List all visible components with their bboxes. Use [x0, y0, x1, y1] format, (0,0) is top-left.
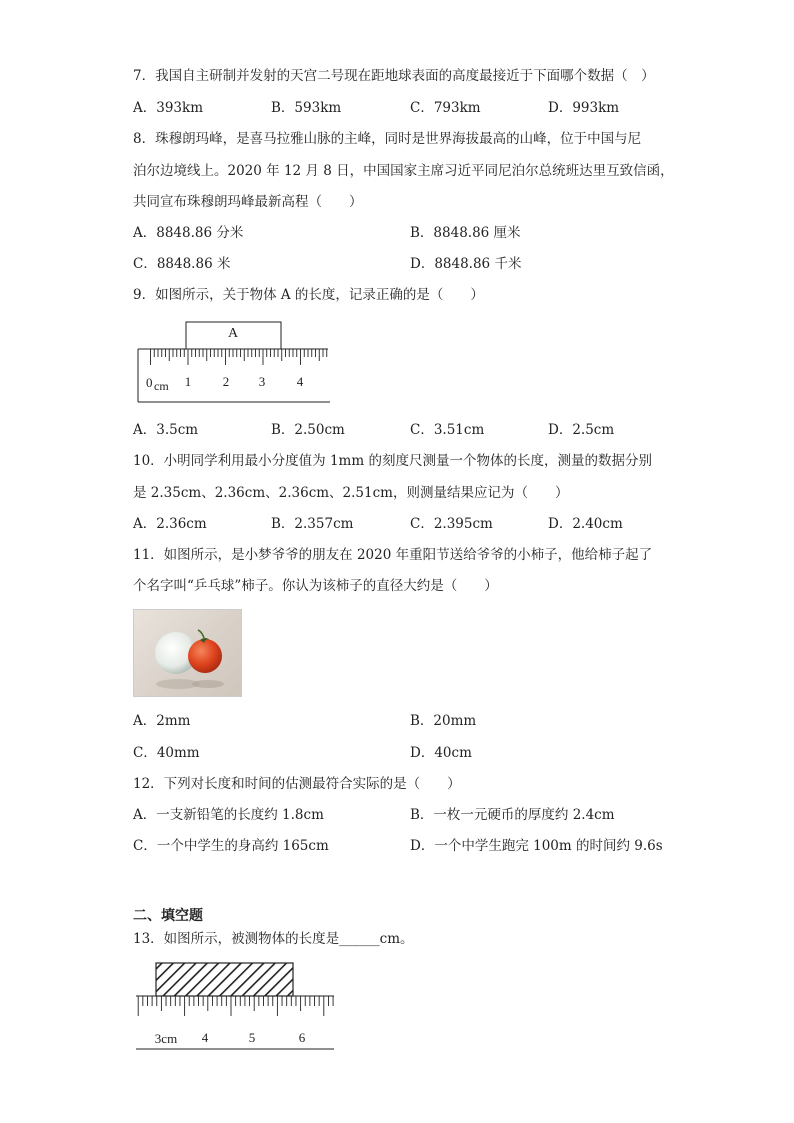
ruler-label-2: 2: [222, 374, 230, 389]
q11-option-b[interactable]: B．20mm: [410, 713, 477, 729]
q12-option-c[interactable]: C．一个中学生的身高约 165cm: [133, 838, 329, 854]
measured-object: [156, 963, 293, 996]
q8-option-a[interactable]: A．8848.86 分米: [133, 225, 244, 241]
q12-option-a[interactable]: A．一支新铅笔的长度约 1.8cm: [133, 807, 324, 823]
q7-option-c[interactable]: C．793km: [410, 100, 481, 116]
q12-option-b[interactable]: B．一枚一元硬币的厚度约 2.4cm: [410, 807, 615, 823]
q11-option-d[interactable]: D．40cm: [410, 745, 472, 761]
q12-stem: 12．下列对长度和时间的估测最符合实际的是（ ）: [133, 776, 461, 792]
q10-option-d[interactable]: D．2.40cm: [548, 516, 623, 532]
persimmon: [188, 639, 222, 673]
q9-ruler-figure: [130, 318, 340, 406]
q11-option-a[interactable]: A．2mm: [133, 713, 191, 729]
ruler-label-4: 4: [296, 374, 304, 389]
ruler-ticks: [138, 996, 333, 1016]
q10-option-c[interactable]: C．2.395cm: [410, 516, 493, 532]
q9-stem: 9．如图所示，关于物体 A 的长度，记录正确的是（ ）: [133, 287, 484, 303]
q9-option-c[interactable]: C．3.51cm: [410, 422, 485, 438]
q9-option-b[interactable]: B．2.50cm: [271, 422, 345, 438]
q12-option-d[interactable]: D．一个中学生跑完 100m 的时间约 9.6s: [410, 838, 663, 854]
q10-option-a[interactable]: A．2.36cm: [133, 516, 207, 532]
ruler-label-0: 0: [146, 375, 153, 390]
q13-stem: 13．如图所示，被测物体的长度是______cm。: [133, 931, 414, 947]
q9-option-d[interactable]: D．2.5cm: [548, 422, 615, 438]
q8-option-b[interactable]: B．8848.86 厘米: [410, 225, 521, 241]
q7-option-b[interactable]: B．593km: [271, 100, 342, 116]
q8-stem-line-3: 共同宣布珠穆朗玛峰最新高程（ ）: [133, 194, 363, 210]
q8-stem-line-2: 泊尔边境线上。2020 年 12 月 8 日，中国国家主席习近平同尼泊尔总统班达里互致信函，: [133, 163, 674, 179]
ruler-label-3: 3: [258, 374, 266, 389]
q13-ruler-figure: [130, 960, 342, 1055]
persimmon-photo: [133, 609, 242, 697]
q10-stem-line-1: 10．小明同学利用最小分度值为 1mm 的刻度尺测量一个物体的长度，测量的数据分别: [133, 453, 652, 469]
q10-option-b[interactable]: B．2.357cm: [271, 516, 354, 532]
q9-option-a[interactable]: A．3.5cm: [133, 422, 199, 438]
ruler-label-6: 6: [298, 1030, 306, 1045]
q7-option-d[interactable]: D．993km: [548, 100, 620, 116]
q11-stem-line-1: 11．如图所示，是小梦爷爷的朋友在 2020 年重阳节送给爷爷的小柿子，他给柿子起了: [133, 547, 653, 563]
q10-stem-line-2: 是 2.35cm、2.36cm、2.36cm、2.51cm，则测量结果应记为（ ）: [133, 485, 569, 501]
q8-option-c[interactable]: C．8848.86 米: [133, 256, 231, 272]
q11-stem-line-2: 个名字叫“乒乓球”柿子。你认为该柿子的直径大约是（ ）: [133, 578, 498, 594]
ruler-label-3cm: 3cm: [154, 1031, 178, 1046]
q7-stem: 7．我国自主研制并发射的天宫二号现在距地球表面的高度最接近于下面哪个数据（ ）: [133, 68, 655, 84]
photo-content: [134, 610, 241, 696]
q8-option-d[interactable]: D．8848.86 千米: [410, 256, 522, 272]
ruler-label-4: 4: [201, 1030, 209, 1045]
ruler-unit: cm: [154, 379, 169, 393]
section-title-fill-in: 二、填空题: [133, 908, 203, 924]
q8-stem-line-1: 8．珠穆朗玛峰，是喜马拉雅山脉的主峰，同时是世界海拔最高的山峰，位于中国与尼: [133, 131, 642, 147]
ruler-label-1: 1: [184, 374, 192, 389]
ruler-label-5: 5: [248, 1030, 256, 1045]
object-a-label: A: [227, 326, 239, 341]
q11-option-c[interactable]: C．40mm: [133, 745, 200, 761]
ruler-ticks: [151, 349, 327, 365]
q7-option-a[interactable]: A．393km: [133, 100, 203, 116]
